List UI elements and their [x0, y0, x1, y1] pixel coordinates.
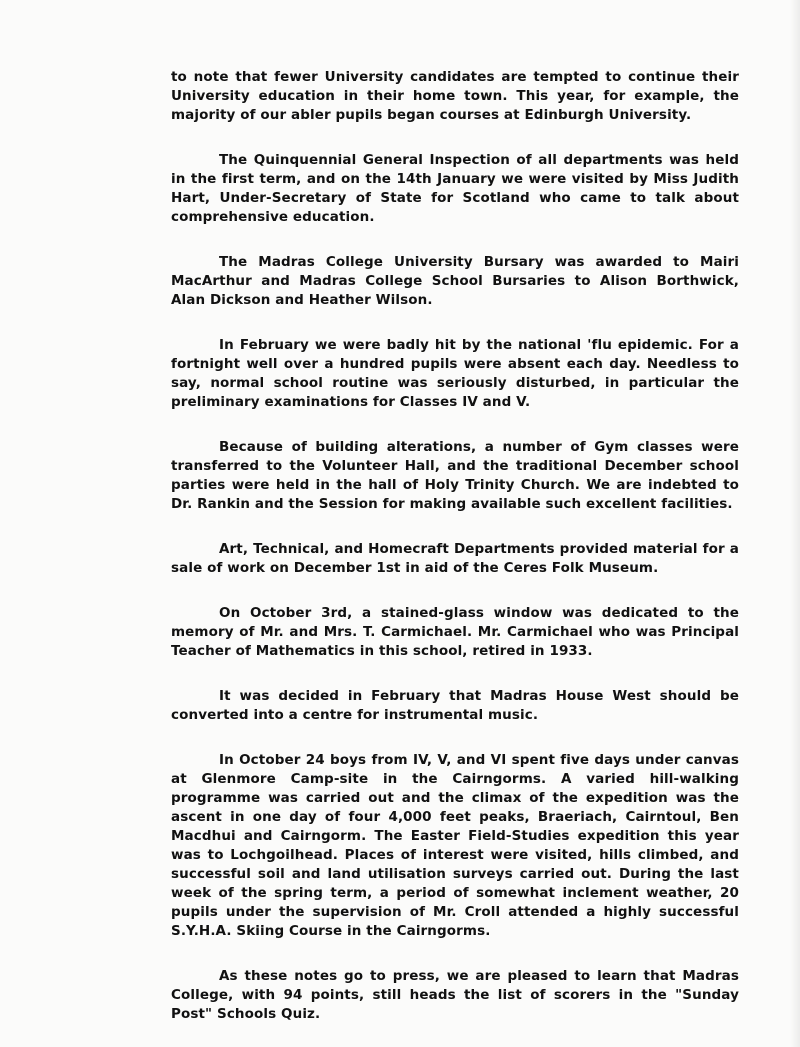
paragraph-schools-quiz: As these notes go to press, we are pleased to learn that Madras College, with 94 points, still heads the list of scorers in the "Sunday Post" Schools Quiz. — [171, 968, 739, 1022]
paragraph-university-candidates: to note that fewer University candidates are tempted to continue their University education in their home town. This year, for example, the majority of our abler pupils began courses at Edinburgh University. — [171, 69, 739, 123]
paragraph-madras-house-west: It was decided in February that Madras House West should be converted into a centre for instrumental music. — [171, 688, 739, 723]
paragraph-sale-of-work: Art, Technical, and Homecraft Departments provided material for a sale of work on December 1st in aid of the Ceres Folk Museum. — [171, 541, 739, 576]
paragraph-building-alterations: Because of building alterations, a number of Gym classes were transferred to the Volunteer Hall, and the traditional December school parties were held in the hall of Holy Trinity Church. We are indebted to Dr. Rankin and the Session for making available such excellent facilities. — [171, 439, 739, 512]
paragraph-flu-epidemic: In February we were badly hit by the national 'flu epidemic. For a fortnight well over a hundred pupils were absent each day. Needless to say, normal school routine was seriously disturbed, in particular the preliminary examinations for Classes IV and V. — [171, 337, 739, 410]
paragraph-expeditions: In October 24 boys from IV, V, and VI spent five days under canvas at Glenmore Camp-site in the Cairngorms. A varied hill-walking programme was carried out and the climax of the expedition was the ascent in one day of four 4,000 feet peaks, Braeriach, Cairntoul, Ben Macdhui and Cairngorm. The Easter Field-Studies expedition this year was to Lochgoilhead. Places of interest were visited, hills climbed, and successful soil and land utilisation surveys carried out. During the last week of the spring term, a period of somewhat inclement weather, 20 pupils under the supervision of Mr. Croll attended a highly successful S.Y.H.A. Skiing Course in the Cairngorms. — [171, 752, 739, 939]
paragraph-bursaries: The Madras College University Bursary was awarded to Mairi MacArthur and Madras College School Bursaries to Alison Borthwick, Alan Dickson and Heather Wilson. — [171, 254, 739, 308]
paragraph-stained-glass-window: On October 3rd, a stained-glass window was dedicated to the memory of Mr. and Mrs. T. Carmichael. Mr. Carmichael who was Principal Teacher of Mathematics in this school, retired in 1933. — [171, 605, 739, 659]
paragraph-inspection: The Quinquennial General Inspection of all departments was held in the first term, and on the 14th January we were visited by Miss Judith Hart, Under-Secretary of State for Scotland who came to talk about comprehensive education. — [171, 152, 739, 225]
text-column — [171, 68, 739, 1047]
